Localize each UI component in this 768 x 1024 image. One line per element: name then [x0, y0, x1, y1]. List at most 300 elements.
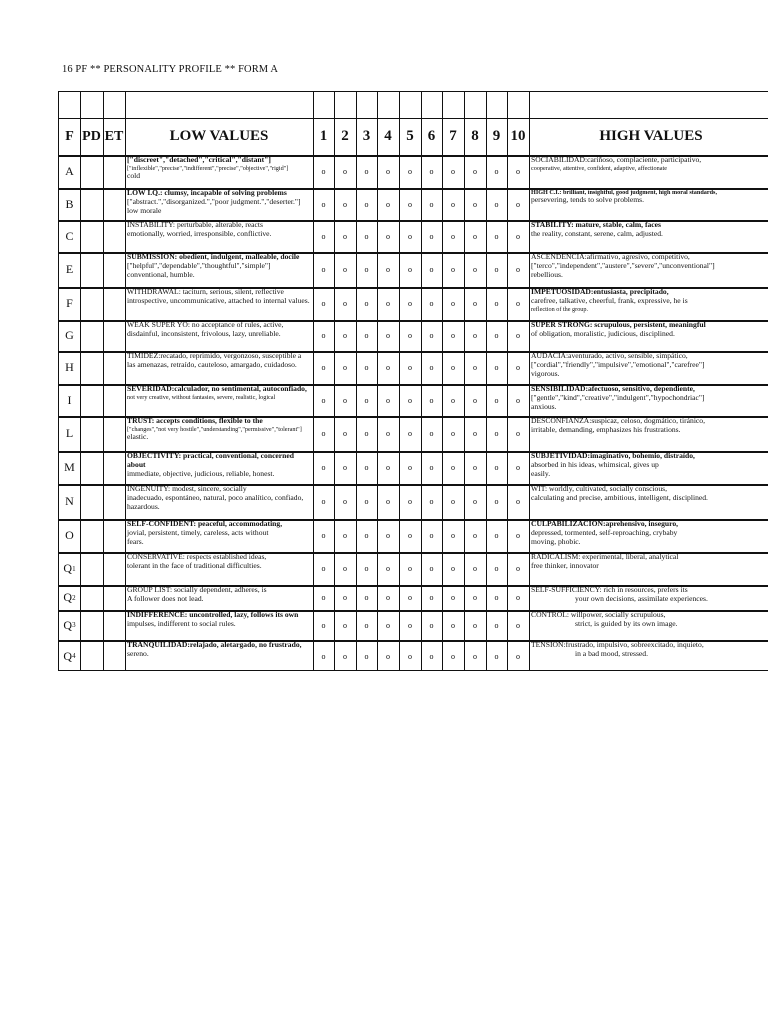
scale-option-1[interactable]: o [321, 231, 326, 241]
scale-option-10[interactable]: o [516, 363, 520, 372]
low-value-description [125, 352, 313, 384]
scale-option-3[interactable]: o [364, 593, 369, 602]
scale-option-2[interactable]: o [343, 363, 347, 372]
description-line: las amenazas, retraído, cauteloso, amargado, cuidadoso. [127, 359, 297, 369]
scale-option-1[interactable]: o [321, 265, 326, 274]
header-scale-2: 2 [341, 128, 349, 144]
description-line: the reality, constant, serene, calm, adjusted. [531, 228, 663, 238]
factor-subscript: 2 [72, 593, 76, 602]
scale-option-3[interactable]: o [364, 564, 369, 573]
scale-option-2[interactable]: o [343, 167, 347, 176]
scale-option-8[interactable]: o [473, 593, 477, 602]
description-line: SELF-CONFIDENT: peaceful, accommodating, [127, 520, 283, 528]
factor-letter: O [65, 528, 74, 542]
description-line: irritable, demanding, emphasizes his frustrations. [531, 424, 681, 434]
high-value-description [529, 156, 768, 188]
scale-option-8[interactable]: o [473, 531, 477, 540]
description-line: depressed, tormented, self-reproaching, crybaby [531, 527, 678, 537]
scale-option-4[interactable]: o [386, 199, 390, 209]
scale-option-8[interactable]: o [473, 199, 477, 209]
factor-cell [59, 155, 80, 188]
high-value-description [529, 485, 768, 519]
header-high-values: HIGH VALUES [599, 128, 703, 144]
description-line: cold [127, 170, 141, 180]
scale-option-5[interactable]: o [408, 363, 412, 372]
scale-option-6[interactable]: o [429, 564, 434, 573]
factor-cell [59, 640, 80, 672]
scale-option-10[interactable]: o [516, 620, 520, 630]
low-value-description [125, 553, 313, 585]
header-et: ET [104, 128, 124, 144]
description-line: TENSION:frustrado, impulsivo, sobreexcitado, inquieto, [531, 641, 704, 649]
scale-option-8[interactable]: o [473, 497, 477, 506]
description-line: elastic. [127, 431, 149, 441]
scale-option-5[interactable]: o [408, 265, 412, 274]
high-value-description [529, 288, 768, 320]
description-line: INSTABILITY: perturbable, alterable, reacts [127, 221, 263, 229]
scale-option-5[interactable]: o [408, 620, 412, 630]
scale-option-8[interactable]: o [473, 265, 477, 274]
scale-option-9[interactable]: o [494, 497, 499, 506]
factor-cell [59, 252, 80, 287]
scale-option-6[interactable]: o [429, 395, 434, 405]
scale-option-2[interactable]: o [343, 463, 347, 472]
scale-option-1[interactable]: o [321, 593, 326, 602]
description-line: your own decisions, assimilate experiences. [575, 593, 708, 603]
low-value-description [125, 641, 313, 672]
scale-option-1[interactable]: o [321, 620, 326, 630]
high-value-description [529, 417, 768, 451]
scale-option-3[interactable]: o [364, 497, 369, 506]
scale-option-2[interactable]: o [343, 651, 347, 661]
scale-option-10[interactable]: o [516, 395, 520, 405]
low-value-description [125, 417, 313, 451]
description-line: INDIFFERENCE: uncontrolled, lazy, follows its own [127, 611, 299, 619]
low-value-description [125, 321, 313, 351]
scale-option-4[interactable]: o [386, 231, 390, 241]
scale-option-10[interactable]: o [516, 429, 520, 438]
scale-option-1[interactable]: o [321, 497, 326, 506]
description-line: of obligation, moralistic, judicious, disciplined. [531, 328, 675, 338]
factor-letter: Q [63, 561, 73, 575]
scale-option-2[interactable]: o [343, 429, 347, 438]
scale-option-4[interactable]: o [386, 299, 390, 308]
description-line: LOW I.Q.: clumsy, incapable of solving problems [127, 189, 287, 197]
factor-cell [59, 552, 80, 585]
scale-option-8[interactable]: o [473, 363, 477, 372]
description-line: SENSIBILIDAD:afectuoso, sensitivo, dependiente, [531, 385, 695, 393]
scale-option-7[interactable]: o [451, 265, 455, 274]
scale-option-10[interactable]: o [516, 299, 520, 308]
scale-option-3[interactable]: o [364, 265, 369, 274]
scale-option-8[interactable]: o [473, 429, 477, 438]
scale-option-9[interactable]: o [494, 463, 499, 472]
scale-option-8[interactable]: o [473, 620, 477, 630]
scale-option-4[interactable]: o [386, 593, 390, 602]
scale-option-7[interactable]: o [451, 299, 455, 308]
description-line: strict, is guided by its own image. [575, 618, 678, 628]
scale-option-7[interactable]: o [451, 231, 455, 241]
factor-letter: H [65, 360, 74, 374]
header-scale-8: 8 [471, 128, 479, 144]
high-value-description [529, 189, 768, 220]
scale-option-10[interactable]: o [516, 463, 520, 472]
scale-option-7[interactable]: o [451, 593, 455, 602]
description-line: SUBMISSION: obedient, indulgent, malleable, docile [127, 253, 300, 261]
scale-option-3[interactable]: o [364, 429, 369, 438]
description-line: CONSERVATIVE: respects established ideas, [127, 553, 267, 561]
factor-cell [59, 287, 80, 320]
factor-letter: I [67, 392, 72, 407]
factor-letter: Q [63, 590, 73, 604]
description-line: low morale [127, 205, 162, 215]
scale-option-3[interactable]: o [364, 463, 369, 472]
high-value-description [529, 553, 768, 585]
high-value-description [529, 611, 768, 640]
header-f: F [65, 128, 74, 144]
header-scale-5: 5 [406, 128, 414, 144]
scale-option-4[interactable]: o [386, 429, 390, 438]
factor-cell [59, 585, 80, 610]
scale-option-8[interactable]: o [473, 331, 477, 340]
scale-option-2[interactable]: o [343, 265, 347, 274]
scale-option-7[interactable]: o [451, 199, 455, 209]
description-line: fears. [127, 536, 144, 546]
description-line: anxious. [531, 401, 557, 411]
scale-option-6[interactable]: o [429, 167, 434, 176]
scale-option-3[interactable]: o [364, 363, 369, 372]
scale-option-6[interactable]: o [429, 593, 434, 602]
scale-option-5[interactable]: o [408, 564, 412, 573]
scale-option-5[interactable]: o [408, 231, 412, 241]
scale-option-2[interactable]: o [343, 564, 347, 573]
scale-option-5[interactable]: o [408, 497, 412, 506]
scale-option-8[interactable]: o [473, 167, 477, 176]
factor-cell [59, 320, 80, 351]
scale-option-7[interactable]: o [451, 564, 455, 573]
scale-option-6[interactable]: o [429, 199, 434, 209]
description-line: moving, phobic. [531, 536, 581, 546]
scale-option-4[interactable]: o [386, 620, 390, 630]
scale-option-2[interactable]: o [343, 395, 347, 405]
scale-option-7[interactable]: o [451, 429, 455, 438]
scale-option-6[interactable]: o [429, 463, 434, 472]
description-line: jovial, persistent, timely, careless, acts without [127, 527, 269, 537]
scale-option-8[interactable]: o [473, 299, 477, 308]
factor-letter: G [65, 328, 74, 342]
description-line: WEAK SUPER YO: no acceptance of rules, active, [127, 321, 284, 329]
scale-option-2[interactable]: o [343, 593, 347, 602]
description-line: immediate, objective, judicious, reliable, honest. [127, 468, 275, 478]
scale-option-2[interactable]: o [343, 199, 347, 209]
scale-option-4[interactable]: o [386, 651, 390, 661]
description-line: RADICALISM: experimental, liberal, analytical [531, 553, 679, 561]
description-line: STABILITY: mature, stable, calm, faces [531, 221, 662, 229]
description-line: GROUP LIST: socially dependent, adheres, is [127, 586, 267, 594]
scale-option-1[interactable]: o [321, 167, 326, 176]
description-line: OBJECTIVITY: practical, conventional, concerned about [127, 452, 294, 469]
scale-option-5[interactable]: o [408, 651, 412, 661]
scale-option-6[interactable]: o [429, 363, 434, 372]
low-value-description [125, 385, 313, 416]
header-scale-3: 3 [362, 128, 371, 144]
description-line: INGENUITY: modest, sincere, socially [127, 485, 247, 493]
scale-option-7[interactable]: o [451, 331, 455, 340]
description-line: TRUST: accepts conditions, flexible to the [127, 417, 263, 425]
scale-option-10[interactable]: o [516, 531, 520, 540]
factor-letter: E [65, 262, 74, 276]
description-line: ["helpful","dependable","thoughtful","simple"] [127, 260, 271, 270]
description-line: calculating and precise, ambitious, intelligent, disciplined. [531, 492, 708, 502]
scale-option-6[interactable]: o [429, 331, 434, 340]
scale-option-10[interactable]: o [516, 167, 520, 176]
scale-option-9[interactable]: o [494, 199, 499, 209]
factor-subscript: 1 [72, 564, 76, 573]
scale-option-5[interactable]: o [408, 331, 412, 340]
scale-option-9[interactable]: o [494, 593, 499, 602]
scale-option-8[interactable]: o [473, 564, 477, 573]
factor-letter: Q [63, 648, 73, 663]
scale-option-6[interactable]: o [429, 620, 434, 630]
scale-option-5[interactable]: o [408, 299, 412, 308]
description-line: SUBJETIVIDAD:imaginativo, bohemio, distraído, [531, 452, 695, 460]
scale-option-10[interactable]: o [516, 331, 520, 340]
scale-option-2[interactable]: o [343, 620, 347, 630]
description-line: WIT: worldly, cultivated, socially conscious, [531, 485, 667, 493]
header-scale-1: 1 [319, 128, 328, 144]
high-value-description [529, 352, 768, 384]
description-line: SELF-SUFFICIENCY: rich in resources, prefers its [531, 586, 688, 594]
scale-option-3[interactable]: o [364, 651, 369, 661]
scale-option-3[interactable]: o [364, 167, 369, 176]
scale-option-3[interactable]: o [364, 299, 369, 308]
scale-option-6[interactable]: o [429, 231, 434, 241]
scale-option-9[interactable]: o [494, 363, 499, 372]
scale-option-9[interactable]: o [494, 331, 499, 340]
scale-option-1[interactable]: o [321, 429, 326, 438]
factor-letter: Q [63, 617, 73, 632]
scale-option-2[interactable]: o [343, 531, 347, 540]
scale-option-9[interactable]: o [494, 265, 499, 274]
scale-option-9[interactable]: o [494, 531, 499, 540]
scale-option-9[interactable]: o [494, 620, 499, 630]
description-line: IMPETUOSIDAD:entusiasta, precipitado, [531, 288, 669, 296]
scale-option-2[interactable]: o [343, 331, 347, 340]
description-line: A follower does not lead. [127, 593, 204, 603]
scale-option-9[interactable]: o [494, 167, 499, 176]
high-value-description [529, 586, 768, 610]
scale-option-7[interactable]: o [451, 363, 455, 372]
low-value-description [125, 611, 313, 640]
scale-option-1[interactable]: o [321, 531, 326, 540]
scale-option-9[interactable]: o [494, 395, 499, 405]
scale-option-4[interactable]: o [386, 167, 390, 176]
low-value-description [125, 485, 313, 519]
high-value-description [529, 385, 768, 416]
low-value-description [125, 189, 313, 220]
factor-cell [59, 188, 80, 220]
factor-subscript: 4 [72, 652, 76, 660]
description-line: HIGH C.I.: brilliant, insightful, good judgment, high moral standards, [531, 189, 717, 196]
low-value-description [125, 156, 313, 188]
scale-option-6[interactable]: o [429, 429, 434, 438]
scale-option-9[interactable]: o [494, 299, 499, 308]
description-line: SUPER STRONG: scrupulous, persistent, meaningful [531, 321, 706, 329]
scale-option-7[interactable]: o [451, 531, 455, 540]
scale-option-4[interactable]: o [386, 463, 390, 472]
description-line: tolerant in the face of traditional difficulties. [127, 560, 262, 570]
scale-option-5[interactable]: o [408, 167, 412, 176]
scale-option-5[interactable]: o [408, 429, 412, 438]
scale-option-7[interactable]: o [451, 620, 455, 630]
high-value-description [529, 321, 768, 351]
scale-option-10[interactable]: o [516, 497, 520, 506]
description-line: CULPABILIZACION:aprehensivo, inseguro, [531, 520, 679, 528]
scale-option-5[interactable]: o [408, 593, 412, 602]
description-line: emotionally, worried, irresponsible, conflictive. [127, 228, 272, 238]
scale-option-9[interactable]: o [494, 564, 499, 573]
header-pd: PD [82, 128, 101, 144]
low-value-description [125, 586, 313, 610]
header-scale-10: 10 [510, 128, 526, 144]
scale-option-7[interactable]: o [451, 497, 455, 506]
scale-option-2[interactable]: o [343, 497, 347, 506]
scale-option-5[interactable]: o [408, 463, 412, 472]
high-value-description [529, 221, 768, 252]
scale-option-4[interactable]: o [386, 564, 390, 573]
high-value-description [529, 520, 768, 552]
scale-option-8[interactable]: o [473, 463, 477, 472]
scale-option-3[interactable]: o [364, 331, 369, 340]
factor-cell [59, 484, 80, 519]
description-line: not very creative, without fantasies, severe, realistic, logical [127, 393, 276, 401]
scale-option-3[interactable]: o [364, 199, 369, 209]
scale-option-8[interactable]: o [473, 395, 477, 405]
scale-option-4[interactable]: o [386, 265, 390, 274]
scale-option-1[interactable]: o [321, 651, 326, 661]
scale-option-4[interactable]: o [386, 531, 390, 540]
factor-cell [59, 610, 80, 640]
description-line: free thinker, innovator [531, 560, 599, 570]
description-line: SEVERIDAD:calculador, no sentimental, autoconfiado, [127, 385, 307, 393]
scale-option-5[interactable]: o [408, 531, 412, 540]
scale-option-5[interactable]: o [408, 395, 412, 405]
description-line: TRANQUILIDAD:relajado, aletargado, no frustrado, [127, 641, 302, 649]
scale-option-8[interactable]: o [473, 231, 477, 241]
scale-option-1[interactable]: o [321, 331, 326, 340]
scale-option-7[interactable]: o [451, 651, 455, 661]
factor-letter: N [65, 494, 74, 508]
factor-cell [59, 220, 80, 252]
scale-option-1[interactable]: o [321, 463, 326, 472]
description-line: sereno. [127, 648, 149, 658]
scale-option-1[interactable]: o [321, 395, 326, 405]
page-title: 16 PF ** PERSONALITY PROFILE ** FORM A [62, 64, 279, 75]
scale-option-10[interactable]: o [516, 231, 520, 241]
scale-option-4[interactable]: o [386, 395, 390, 405]
description-line: in a bad mood, stressed. [575, 648, 648, 658]
scale-option-9[interactable]: o [494, 651, 499, 661]
description-line: ["inflexible","precise","indifferent","precise","objective","rigid"] [127, 164, 289, 172]
low-value-description [125, 452, 313, 484]
scale-option-6[interactable]: o [429, 265, 434, 274]
factor-letter: L [65, 426, 74, 440]
scale-option-1[interactable]: o [321, 363, 326, 372]
description-line: ["gentle","kind","creative","indulgent","hypochondriac"] [531, 392, 705, 402]
description-line: ["discreet","detached","critical","distant"] [127, 156, 271, 164]
description-line: cooperative, attentive, confident, adaptive, affectionate [531, 164, 667, 172]
high-value-description [529, 253, 768, 287]
description-line: SOCIABILIDAD:cariñoso, complaciente, participativo, [531, 156, 702, 164]
scale-option-10[interactable]: o [516, 651, 520, 661]
scale-option-1[interactable]: o [321, 199, 326, 209]
scale-option-3[interactable]: o [364, 620, 369, 630]
description-line: hazardous. [127, 501, 160, 511]
description-line: ["abstract.","disorganized.","poor judgment.","deserter."] [127, 196, 301, 206]
header-scale-6: 6 [427, 128, 436, 144]
scale-option-10[interactable]: o [516, 564, 520, 573]
factor-letter: A [65, 164, 74, 178]
description-line: absorbed in his ideas, whimsical, gives up [531, 459, 659, 469]
scale-option-4[interactable]: o [386, 331, 390, 340]
low-value-description [125, 253, 313, 287]
description-line: conventional, humble. [127, 269, 195, 279]
factor-letter: M [64, 460, 75, 474]
scale-option-7[interactable]: o [451, 167, 455, 176]
description-line: ["changes","not very hostile","understanding","permissive","tolerant"] [127, 425, 302, 433]
factor-cell [59, 519, 80, 552]
personality-profile-table [58, 91, 768, 671]
description-line: reflection of the group. [531, 305, 589, 313]
description-line: inadecuado, espontáneo, natural, poco analítico, confiado, [127, 492, 304, 502]
scale-option-9[interactable]: o [494, 429, 499, 438]
scale-option-5[interactable]: o [408, 199, 412, 209]
factor-letter: F [66, 296, 73, 310]
scale-option-4[interactable]: o [386, 363, 390, 372]
low-value-description [125, 288, 313, 320]
scale-option-6[interactable]: o [429, 531, 434, 540]
scale-option-10[interactable]: o [516, 265, 520, 274]
factor-letter: B [65, 196, 74, 211]
scale-option-8[interactable]: o [473, 651, 477, 661]
scale-option-7[interactable]: o [451, 463, 455, 472]
description-line: impulses, indifferent to social rules. [127, 618, 236, 628]
header-scale-9: 9 [492, 128, 501, 144]
scale-option-9[interactable]: o [494, 231, 499, 241]
scale-option-4[interactable]: o [386, 497, 390, 506]
factor-letter: C [65, 228, 74, 243]
scale-option-3[interactable]: o [364, 231, 369, 241]
scale-option-1[interactable]: o [321, 564, 326, 573]
description-line: TIMIDEZ:recatado, reprimido, vergonzoso, susceptible a [127, 352, 302, 360]
scale-option-2[interactable]: o [343, 299, 347, 308]
scale-option-2[interactable]: o [343, 231, 347, 241]
scale-option-6[interactable]: o [429, 299, 434, 308]
scale-option-1[interactable]: o [321, 299, 326, 308]
scale-option-6[interactable]: o [429, 497, 434, 506]
column-divider [103, 92, 104, 670]
description-line: persevering, tends to solve problems. [531, 195, 645, 205]
header-scale-7: 7 [449, 128, 457, 144]
scale-option-3[interactable]: o [364, 395, 369, 405]
scale-option-6[interactable]: o [429, 651, 434, 661]
description-line: vigorous. [531, 368, 560, 378]
scale-option-3[interactable]: o [364, 531, 369, 540]
description-line: ["terco","independent","austere","severe","unconventional"] [531, 260, 715, 270]
scale-option-10[interactable]: o [516, 593, 520, 602]
scale-option-7[interactable]: o [451, 395, 455, 405]
scale-option-10[interactable]: o [516, 199, 520, 209]
